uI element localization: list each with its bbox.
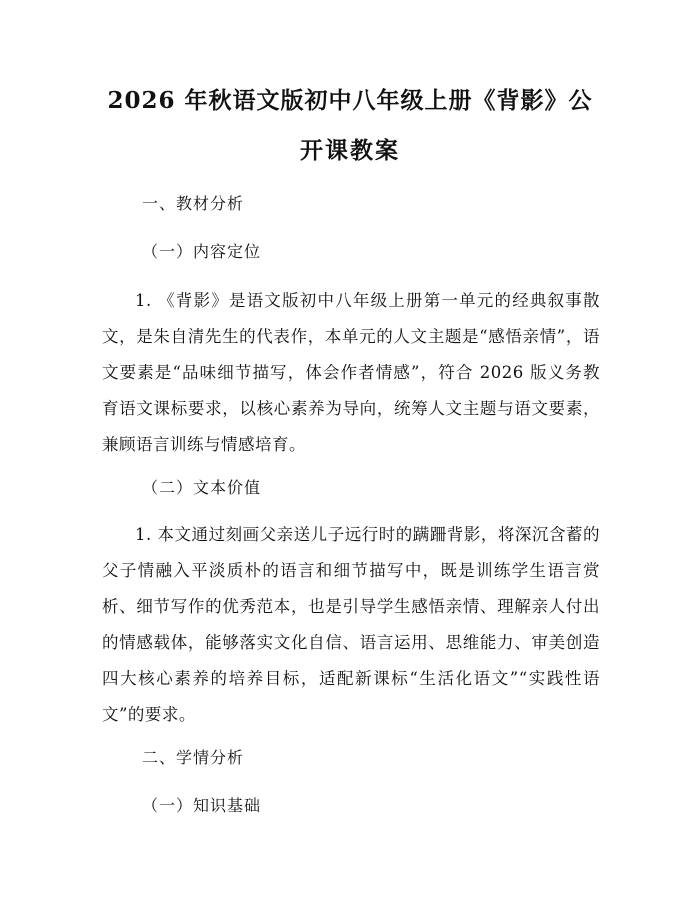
paragraph-text-value: 1. 本文通过刻画父亲送儿子远行时的蹒跚背影，将深沉含蓄的父子情融入平淡质朴的语言和细节描写中，既是训练学生语言赏析、细节写作的优秀范本，也是引导学生感悟亲情、理解亲人付出的情感载体，能够落实文化自信、语言运用、思维能力、审美创造四大核心素养的培养目标，适配新课标“生活化语文”“实践性语文”的要求。 — [102, 525, 600, 724]
subsection-heading-text-value: （二）文本价值 — [142, 478, 262, 497]
document-title-line-1: 2026 年秋语文版初中八年级上册《背影》公 — [107, 87, 593, 114]
section-heading-learner-analysis: 二、学情分析 — [142, 748, 245, 767]
document-title-line-2: 开课教案 — [300, 137, 400, 164]
subsection-heading-content-position: （一）内容定位 — [142, 242, 262, 261]
paragraph-content-position: 1. 《背影》是语文版初中八年级上册第一单元的经典叙事散文，是朱自清先生的代表作，本单元的人文主题是“感悟亲情”，语文要素是“品味细节描写，体会作者情感”，符合 2026 版义务教育语文课标要求，以核心素养为导向，统筹人文主题与语文要素，兼顾语言训练与情感培育。 — [102, 291, 600, 454]
subsection-heading-knowledge-base: （一）知识基础 — [142, 796, 262, 815]
section-heading-textbook-analysis: 一、教材分析 — [142, 194, 245, 213]
